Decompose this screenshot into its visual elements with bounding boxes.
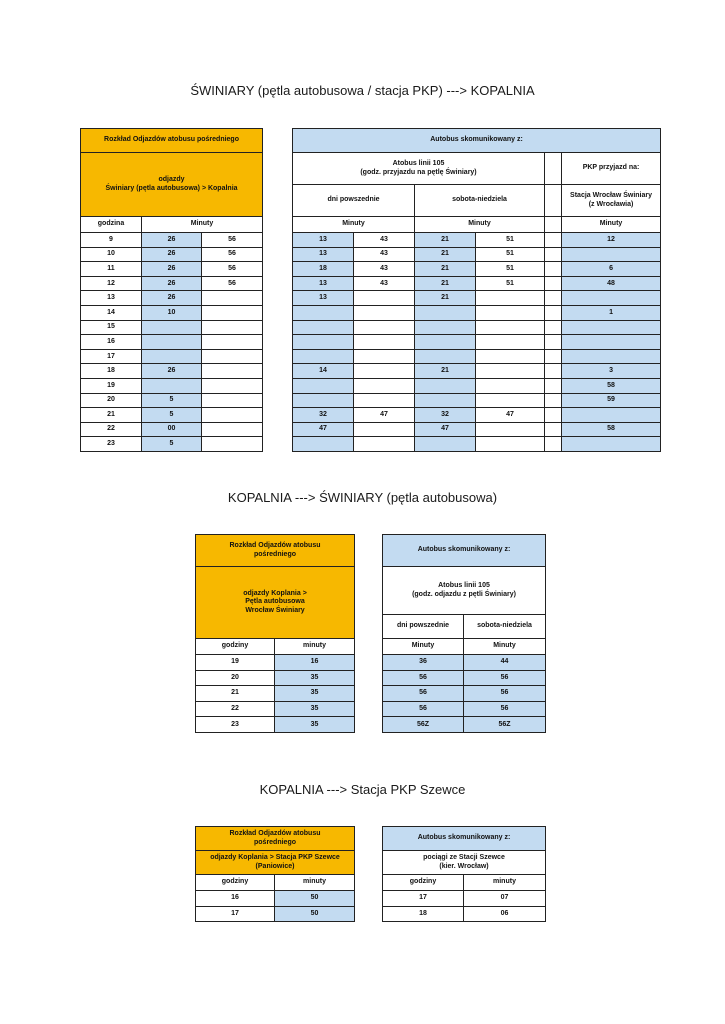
table-row <box>293 422 661 437</box>
minute-cell: 56 <box>202 233 263 248</box>
weekend-minute-cell: 47 <box>476 408 545 423</box>
spacer-cell <box>545 276 562 291</box>
s1-bus-header: Atobus linii 105 (godz. przyjazdu na pętlę Świniary) <box>293 153 545 185</box>
s3-local-bus-table <box>195 826 355 922</box>
s1-station-label: Stacja Wrocław Świniary (z Wrocławia) <box>562 185 661 217</box>
minute-cell <box>142 349 202 364</box>
minute-cell <box>202 349 263 364</box>
section-3-title: KOPALNIA ---> Stacja PKP Szewce <box>259 782 466 797</box>
spacer-cell <box>545 247 562 262</box>
table-row <box>293 437 661 452</box>
table-row <box>293 335 661 350</box>
s1-connected-header: Autobus skomunikowany z: <box>293 129 661 153</box>
weekday-minute-cell: 43 <box>354 276 415 291</box>
s1-connected-table <box>292 128 661 452</box>
table-row <box>293 364 661 379</box>
weekday-minute-cell <box>354 335 415 350</box>
table-row <box>196 655 355 671</box>
minute-cell: 10 <box>142 305 202 320</box>
table-row <box>81 335 263 350</box>
s1-local-bus-table <box>80 128 263 452</box>
spacer-cell <box>545 422 562 437</box>
weekend-minute-cell: 21 <box>415 262 476 277</box>
weekday-minute-cell <box>293 393 354 408</box>
weekday-minute-cell <box>293 378 354 393</box>
minute-cell <box>202 305 263 320</box>
minute-cell: 26 <box>142 276 202 291</box>
minute-cell: 56 <box>202 247 263 262</box>
weekend-minute-cell: 51 <box>476 262 545 277</box>
table-row <box>383 670 546 686</box>
table-row <box>81 276 263 291</box>
minute-cell: 56 <box>202 276 263 291</box>
table-row <box>81 233 263 248</box>
s3-col-hour: godziny <box>383 875 464 891</box>
table-row <box>196 701 355 717</box>
minute-cell: 5 <box>142 408 202 423</box>
minute-cell: 35 <box>275 717 355 733</box>
weekday-minute-cell: 43 <box>354 247 415 262</box>
minute-cell: 5 <box>142 437 202 452</box>
table-row <box>196 906 355 922</box>
weekend-minute-cell: 21 <box>415 291 476 306</box>
weekend-minute-cell: 21 <box>415 247 476 262</box>
minute-cell <box>202 378 263 393</box>
weekend-minute-cell: 32 <box>415 408 476 423</box>
table-row <box>81 349 263 364</box>
weekday-minute-cell: 47 <box>293 422 354 437</box>
pkp-minute-cell: 48 <box>562 276 661 291</box>
hour-cell: 21 <box>196 686 275 702</box>
table-row <box>293 233 661 248</box>
weekday-minute-cell <box>354 422 415 437</box>
table-row <box>81 262 263 277</box>
weekend-minute-cell <box>476 320 545 335</box>
s3-local-header: Rozkład Odjazdów atobusu pośredniego <box>196 827 355 851</box>
hour-cell: 14 <box>81 305 142 320</box>
hour-cell: 22 <box>196 701 275 717</box>
s1-spacer <box>545 185 562 217</box>
table-row <box>383 655 546 671</box>
table-row <box>383 891 546 907</box>
weekday-minute-cell <box>354 291 415 306</box>
pkp-minute-cell <box>562 247 661 262</box>
minute-cell: 16 <box>275 655 355 671</box>
minute-cell <box>202 437 263 452</box>
weekday-minute-cell <box>354 378 415 393</box>
weekday-minute-cell: 13 <box>293 233 354 248</box>
minute-cell <box>202 408 263 423</box>
spacer-cell <box>545 335 562 350</box>
table-row <box>383 686 546 702</box>
weekend-minute-cell <box>476 393 545 408</box>
hour-cell: 20 <box>81 393 142 408</box>
table-row <box>81 422 263 437</box>
s2-weekday-label: dni powszednie <box>383 615 464 639</box>
table-row <box>383 717 546 733</box>
table-row <box>293 305 661 320</box>
table-row <box>293 393 661 408</box>
s3-connected-header: Autobus skomunikowany z: <box>383 827 546 851</box>
s3-col-minutes: minuty <box>275 875 355 891</box>
s1-local-subheader: odjazdy Świniary (pętla autobusowa) > Kopalnia <box>81 153 263 217</box>
spacer-cell <box>545 305 562 320</box>
pkp-minute-cell: 58 <box>562 378 661 393</box>
s2-connected-header: Autobus skomunikowany z: <box>383 535 546 567</box>
weekday-minute-cell: 36 <box>383 655 464 671</box>
weekend-minute-cell <box>415 320 476 335</box>
s1-weekend-label: sobota-niedziela <box>415 185 545 217</box>
weekday-minute-cell <box>354 437 415 452</box>
section-1-title: ŚWINIARY (pętla autobusowa / stacja PKP) ---> KOPALNIA <box>190 83 535 98</box>
weekday-minute-cell <box>354 364 415 379</box>
hour-cell: 12 <box>81 276 142 291</box>
s2-col-hour: godziny <box>196 639 275 655</box>
pkp-minute-cell: 1 <box>562 305 661 320</box>
table-row <box>293 262 661 277</box>
minute-cell <box>202 291 263 306</box>
section-2-title: KOPALNIA ---> ŚWINIARY (pętla autobusowa) <box>227 490 498 505</box>
spacer-cell <box>545 364 562 379</box>
weekend-minute-cell: 51 <box>476 276 545 291</box>
weekend-minute-cell: 21 <box>415 276 476 291</box>
s2-weekend-label: sobota-niedziela <box>464 615 546 639</box>
spacer-cell <box>545 378 562 393</box>
weekend-minute-cell <box>415 349 476 364</box>
weekend-minute-cell: 21 <box>415 233 476 248</box>
minute-cell <box>202 393 263 408</box>
weekday-minute-cell: 56 <box>383 701 464 717</box>
pkp-minute-cell: 58 <box>562 422 661 437</box>
hour-cell: 17 <box>196 906 275 922</box>
minute-cell: 5 <box>142 393 202 408</box>
s1-weekday-label: dni powszednie <box>293 185 415 217</box>
hour-cell: 10 <box>81 247 142 262</box>
hour-cell: 16 <box>81 335 142 350</box>
minute-cell: 07 <box>464 891 546 907</box>
minute-cell: 26 <box>142 233 202 248</box>
s2-col-minutes: minuty <box>275 639 355 655</box>
weekday-minute-cell: 13 <box>293 247 354 262</box>
s2-local-subheader: odjazdy Koplania > Pętla autobusowa Wrocław Świniary <box>196 567 355 639</box>
minute-cell: 50 <box>275 906 355 922</box>
s1-local-header: Rozkład Odjazdów atobusu pośredniego <box>81 129 263 153</box>
table-row <box>383 906 546 922</box>
minute-cell: 26 <box>142 262 202 277</box>
weekend-minute-cell: 56 <box>464 670 546 686</box>
s1-col-hour: godzina <box>81 217 142 233</box>
s1-weekday-minutes: Minuty <box>293 217 415 233</box>
hour-cell: 19 <box>196 655 275 671</box>
table-row <box>293 247 661 262</box>
weekday-minute-cell: 43 <box>354 233 415 248</box>
s2-local-bus-table <box>195 534 355 733</box>
weekday-minute-cell: 47 <box>354 408 415 423</box>
weekend-minute-cell <box>415 437 476 452</box>
spacer-cell <box>545 437 562 452</box>
hour-cell: 20 <box>196 670 275 686</box>
minute-cell: 35 <box>275 701 355 717</box>
pkp-minute-cell <box>562 320 661 335</box>
pkp-minute-cell: 12 <box>562 233 661 248</box>
weekend-minute-cell <box>476 305 545 320</box>
s3-col-hour: godziny <box>196 875 275 891</box>
weekday-minute-cell <box>293 349 354 364</box>
minute-cell: 56 <box>202 262 263 277</box>
table-row <box>293 320 661 335</box>
spacer-cell <box>545 320 562 335</box>
s1-spacer <box>545 217 562 233</box>
weekend-minute-cell: 56 <box>464 701 546 717</box>
hour-cell: 17 <box>81 349 142 364</box>
hour-cell: 21 <box>81 408 142 423</box>
weekday-minute-cell <box>354 393 415 408</box>
s3-local-subheader: odjazdy Koplania > Stacja PKP Szewce (Paniowice) <box>196 851 355 875</box>
spacer-cell <box>545 233 562 248</box>
weekend-minute-cell: 56 <box>464 686 546 702</box>
pkp-minute-cell <box>562 335 661 350</box>
weekend-minute-cell <box>476 437 545 452</box>
hour-cell: 18 <box>81 364 142 379</box>
table-row <box>293 291 661 306</box>
s1-weekend-minutes: Minuty <box>415 217 545 233</box>
weekday-minute-cell: 14 <box>293 364 354 379</box>
weekend-minute-cell <box>415 393 476 408</box>
minute-cell: 35 <box>275 686 355 702</box>
pkp-minute-cell <box>562 408 661 423</box>
weekday-minute-cell <box>354 305 415 320</box>
s3-col-minutes: minuty <box>464 875 546 891</box>
table-row <box>383 701 546 717</box>
table-row <box>196 686 355 702</box>
s1-col-minutes: Minuty <box>142 217 263 233</box>
weekend-minute-cell <box>415 335 476 350</box>
weekend-minute-cell <box>476 335 545 350</box>
s2-bus-header: Atobus linii 105 (godz. odjazdu z pętli Świniary) <box>383 567 546 615</box>
minute-cell <box>202 364 263 379</box>
minute-cell: 00 <box>142 422 202 437</box>
minute-cell <box>142 378 202 393</box>
table-row <box>81 364 263 379</box>
weekday-minute-cell <box>354 349 415 364</box>
weekend-minute-cell: 44 <box>464 655 546 671</box>
weekend-minute-cell: 51 <box>476 247 545 262</box>
s3-connected-table <box>382 826 546 922</box>
weekday-minute-cell: 13 <box>293 276 354 291</box>
weekday-minute-cell: 18 <box>293 262 354 277</box>
hour-cell: 18 <box>383 906 464 922</box>
hour-cell: 15 <box>81 320 142 335</box>
hour-cell: 17 <box>383 891 464 907</box>
table-row <box>293 276 661 291</box>
weekday-minute-cell: 56 <box>383 670 464 686</box>
weekend-minute-cell: 21 <box>415 364 476 379</box>
minute-cell: 26 <box>142 291 202 306</box>
spacer-cell <box>545 408 562 423</box>
pkp-minute-cell <box>562 349 661 364</box>
weekday-minute-cell: 13 <box>293 291 354 306</box>
table-row <box>81 437 263 452</box>
pkp-minute-cell <box>562 291 661 306</box>
hour-cell: 23 <box>81 437 142 452</box>
hour-cell: 22 <box>81 422 142 437</box>
hour-cell: 9 <box>81 233 142 248</box>
weekend-minute-cell <box>476 349 545 364</box>
weekend-minute-cell <box>476 364 545 379</box>
weekend-minute-cell: 47 <box>415 422 476 437</box>
minute-cell: 50 <box>275 891 355 907</box>
table-row <box>81 320 263 335</box>
s1-spacer <box>545 153 562 185</box>
table-row <box>81 305 263 320</box>
weekday-minute-cell: 43 <box>354 262 415 277</box>
table-row <box>81 408 263 423</box>
table-row <box>81 378 263 393</box>
table-row <box>196 891 355 907</box>
weekday-minute-cell <box>293 335 354 350</box>
minute-cell <box>142 335 202 350</box>
weekday-minute-cell <box>293 305 354 320</box>
table-row <box>293 408 661 423</box>
weekday-minute-cell <box>354 320 415 335</box>
minute-cell <box>142 320 202 335</box>
hour-cell: 19 <box>81 378 142 393</box>
weekend-minute-cell <box>415 305 476 320</box>
s2-weekend-minutes: Minuty <box>464 639 546 655</box>
hour-cell: 23 <box>196 717 275 733</box>
minute-cell <box>202 335 263 350</box>
minute-cell <box>202 422 263 437</box>
hour-cell: 11 <box>81 262 142 277</box>
s1-pkp-minutes: Minuty <box>562 217 661 233</box>
table-row <box>81 291 263 306</box>
pkp-minute-cell <box>562 437 661 452</box>
spacer-cell <box>545 262 562 277</box>
spacer-cell <box>545 349 562 364</box>
s2-weekday-minutes: Minuty <box>383 639 464 655</box>
s3-train-header: pociągi ze Stacji Szewce (kier. Wrocław) <box>383 851 546 875</box>
pkp-minute-cell: 59 <box>562 393 661 408</box>
table-row <box>293 378 661 393</box>
minute-cell <box>202 320 263 335</box>
table-row <box>293 349 661 364</box>
weekend-minute-cell <box>415 378 476 393</box>
table-row <box>81 393 263 408</box>
weekend-minute-cell <box>476 422 545 437</box>
spacer-cell <box>545 291 562 306</box>
weekday-minute-cell <box>293 437 354 452</box>
hour-cell: 16 <box>196 891 275 907</box>
pkp-minute-cell: 3 <box>562 364 661 379</box>
table-row <box>196 670 355 686</box>
minute-cell: 26 <box>142 247 202 262</box>
s2-connected-table <box>382 534 546 733</box>
weekday-minute-cell: 56Z <box>383 717 464 733</box>
s2-local-header: Rozkład Odjazdów atobusu pośredniego <box>196 535 355 567</box>
weekend-minute-cell <box>476 291 545 306</box>
weekend-minute-cell: 56Z <box>464 717 546 733</box>
hour-cell: 13 <box>81 291 142 306</box>
weekday-minute-cell: 32 <box>293 408 354 423</box>
weekend-minute-cell: 51 <box>476 233 545 248</box>
table-row <box>196 717 355 733</box>
minute-cell: 06 <box>464 906 546 922</box>
spacer-cell <box>545 393 562 408</box>
weekday-minute-cell: 56 <box>383 686 464 702</box>
pkp-minute-cell: 6 <box>562 262 661 277</box>
minute-cell: 35 <box>275 670 355 686</box>
weekend-minute-cell <box>476 378 545 393</box>
minute-cell: 26 <box>142 364 202 379</box>
table-row <box>81 247 263 262</box>
weekday-minute-cell <box>293 320 354 335</box>
s1-pkp-header: PKP przyjazd na: <box>562 153 661 185</box>
